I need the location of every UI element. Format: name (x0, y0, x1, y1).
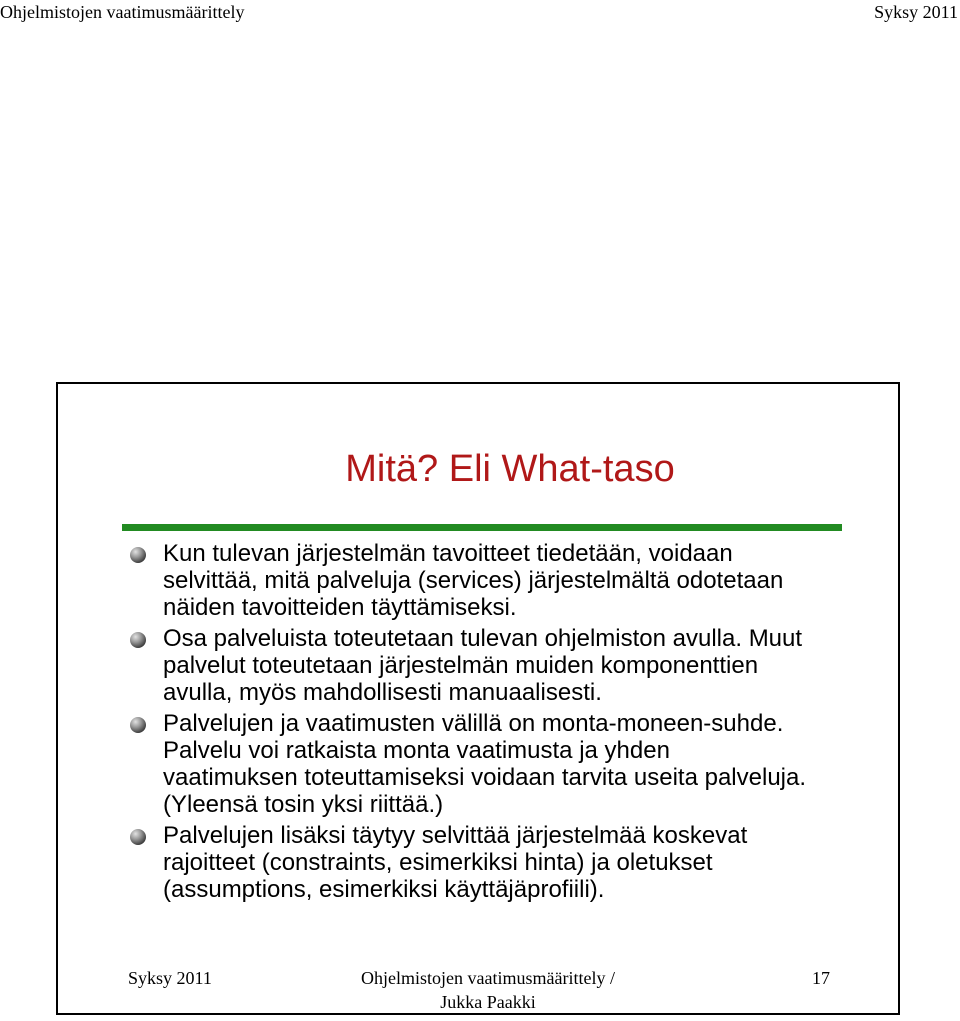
bullet-sphere-icon (130, 829, 146, 845)
page-header-course-title: Ohjelmistojen vaatimusmäärittely (0, 2, 245, 22)
footer-author-line: Jukka Paakki (440, 992, 536, 1012)
slide-title: Mitä? Eli What-taso (345, 448, 675, 490)
bullet-list (128, 540, 808, 907)
bullet-text: Palvelujen ja vaatimusten välillä on monta-moneen-suhde. Palvelu voi ratkaista monta vaatimusta ja yhden vaatimuksen toteuttamiseksi voidaan tarvita useita palveluja. (Yleensä tosin yksi riittää.) (163, 710, 807, 818)
bullet-item (128, 625, 808, 706)
bullet-sphere-icon (130, 632, 146, 648)
bullet-item (128, 540, 808, 621)
slide-page-number: 17 (812, 968, 830, 988)
bullet-text: Kun tulevan järjestelmän tavoitteet tiedetään, voidaan selvittää, mitä palveluja (services) järjestelmältä odotetaan näiden tavoitteiden täyttämiseksi. (163, 540, 784, 621)
slide-footer (58, 966, 898, 1014)
page-header (0, 0, 960, 24)
footer-course-line: Ohjelmistojen vaatimusmäärittely / (361, 968, 615, 988)
footer-term: Syksy 2011 (128, 968, 212, 988)
bullet-item (128, 822, 808, 903)
slide-frame (56, 382, 900, 1015)
page-header-term: Syksy 2011 (874, 2, 958, 22)
bullet-sphere-icon (130, 717, 146, 733)
title-underline-rule (122, 524, 842, 531)
bullet-text: Palvelujen lisäksi täytyy selvittää järjestelmää koskevat rajoitteet (constraints, esimerkiksi hinta) ja oletukset (assumptions, esimerkiksi käyttäjäprofiili). (163, 822, 748, 903)
bullet-text: Osa palveluista toteutetaan tulevan ohjelmiston avulla. Muut palvelut toteutetaan järjestelmän muiden komponenttien avulla, myös mahdollisesti manuaalisesti. (163, 625, 803, 706)
bullet-item (128, 710, 808, 818)
footer-course-author (338, 966, 638, 1014)
bullet-sphere-icon (130, 547, 146, 563)
